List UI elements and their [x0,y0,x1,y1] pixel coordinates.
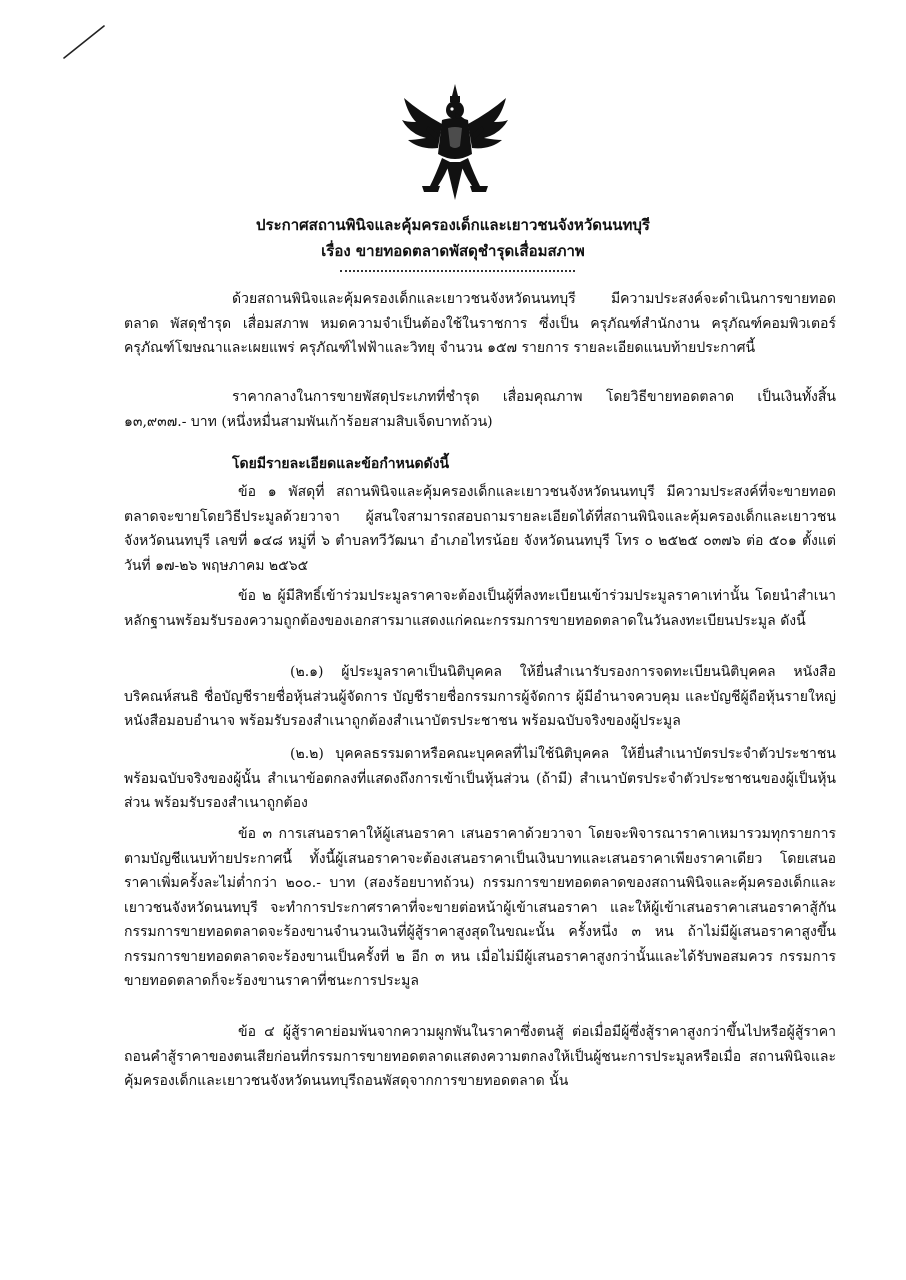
clause-4: ข้อ ๔ ผู้สู้ราคาย่อมพ้นจากความผูกพันในราคาซึ่งตนสู้ ต่อเมื่อมีผู้ซึ่งสู้ราคาสูงกว่าขึ้นไปหรือผู้สู้ราคาถอนคำสู้ราคาของตนเสียก่อนที่กรรมการขายทอดตลาดแสดงความตกลงให้เป็นผู้ชนะการประมูลหรือเมื่อ สถานพินิจและคุ้มครองเด็กและเยาวชนจังหวัดนนทบุรีถอนพัสดุจากการขายทอดตลาด นั้น [124,1024,836,1089]
clause-3: ข้อ ๓ การเสนอราคาให้ผู้เสนอราคา เสนอราคาด้วยวาจา โดยจะพิจารณาราคาเหมารวมทุกรายการตามบัญชีแนบท้ายประกาศนี้ ทั้งนี้ผู้เสนอราคาจะต้องเสนอราคาเป็นเงินบาทและเสนอราคาเพียงราคาเดียว โดยเสนอราคาเพิ่มครั้งละไม่ต่ำกว่า ๒๐๐.- บาท (สองร้อยบาทถ้วน) กรรมการขายทอดตลาดของสถานพินิจและคุ้มครองเด็กและเยาวชนจังหวัดนนทบุรี จะทำการประกาศราคาที่จะขายต่อหน้าผู้เข้าเสนอราคา และให้ผู้เข้าเสนอราคาเสนอราคาสู้กัน กรรมการขายทอดตลาดจะร้องขานจำนวนเงินที่ผู้สู้ราคาสูงสุดในขณะนั้น ครั้งหนึ่ง ๓ หน ถ้าไม่มีผู้เสนอราคาสูงขึ้นกรรมการขายทอดตลาดจะร้องขานเป็นครั้งที่ ๒ อีก ๓ หน เมื่อไม่มีผู้เสนอราคาสูงกว่านั้นและได้รับพอสมควร กรรมการขายทอดตลาดก็จะร้องขานราคาที่ชนะการประมูล [124,826,836,989]
intro-paragraph: ด้วยสถานพินิจและคุ้มครองเด็กและเยาวชนจังหวัดนนทบุรี มีความประสงค์จะดำเนินการขายทอดตลาด พัสดุชำรุด เสื่อมสภาพ หมดความจำเป็นต้องใช้ในราชการ ซึ่งเป็น ครุภัณฑ์สำนักงาน ครุภัณฑ์คอมพิวเตอร์ ครุภัณฑ์โฆษณาและเผยแพร่ ครุภัณฑ์ไฟฟ้าและวิทยุ จำนวน ๑๕๗ รายการ รายละเอียดแนบท้ายประกาศนี้ [124,291,836,356]
clause-2-2: (๒.๒) บุคคลธรรมดาหรือคณะบุคคลที่ไม่ใช้นิติบุคคล ให้ยื่นสำเนาบัตรประจำตัวประชาชนพร้อมฉบับจริงของผู้นั้น สำเนาข้อตกลงที่แสดงถึงการเข้าเป็นหุ้นส่วน (ถ้ามี) สำเนาบัตรประจำตัวประชาชนของผู้เป็นหุ้นส่วน พร้อมรับรองสำเนาถูกต้อง [124,746,836,811]
announcement-subject: เรื่อง ขายทอดตลาดพัสดุชำรุดเสื่อมสภาพ [321,242,585,260]
clause-1: ข้อ ๑ พัสดุที่ สถานพินิจและคุ้มครองเด็กและเยาวชนจังหวัดนนทบุรี มีความประสงค์ที่จะขายทอดตลาดจะขายโดยวิธีประมูลด้วยวาจา ผู้สนใจสามารถสอบถามรายละเอียดได้ที่สถานพินิจและคุ้มครองเด็กและเยาวชนจังหวัดนนทบุรี เลขที่ ๑๔๘ หมู่ที่ ๖ ตำบลทวีวัฒนา อำเภอไทรน้อย จังหวัดนนทบุรี โทร ๐ ๒๕๒๕ ๐๓๗๖ ต่อ ๕๐๑ ตั้งแต่วันที่ ๑๗-๒๖ พฤษภาคม ๒๕๖๕ [124,484,836,574]
announcement-title: ประกาศสถานพินิจและคุ้มครองเด็กและเยาวชนจังหวัดนนทบุรี [256,216,650,234]
pen-stroke-mark [60,22,110,62]
middle-price-paragraph: ราคากลางในการขายพัสดุประเภทที่ชำรุด เสื่อมคุณภาพ โดยวิธีขายทอดตลาด เป็นเงินทั้งสิ้น ๑๓,๙๓๗.- บาท (หนึ่งหมื่นสามพันเก้าร้อยสามสิบเจ็ดบาทถ้วน) [124,389,836,430]
details-heading: โดยมีรายละเอียดและข้อกำหนดดังนี้ [232,456,450,472]
garuda-emblem [400,82,510,204]
clause-2: ข้อ ๒ ผู้มีสิทธิ์เข้าร่วมประมูลราคาจะต้องเป็นผู้ที่ลงทะเบียนเข้าร่วมประมูลราคาเท่านั้น โดยนำสำเนาหลักฐานพร้อมรับรองความถูกต้องของเอกสารมาแสดงแก่คณะกรรมการขายทอดตลาดในวันลงทะเบียนประมูล ดังนี้ [124,588,836,629]
title-divider [340,270,575,272]
clause-2-1: (๒.๑) ผู้ประมูลราคาเป็นนิติบุคคล ให้ยื่นสำเนารับรองการจดทะเบียนนิติบุคคล หนังสือบริคณห์สนธิ ชื่อบัญชีรายชื่อหุ้นส่วนผู้จัดการ บัญชีรายชื่อกรรมการผู้จัดการ ผู้มีอำนาจควบคุม และบัญชีผู้ถือหุ้นรายใหญ่ หนังสือมอบอำนาจ พร้อมรับรองสำเนาถูกต้องสำเนาบัตรประชาชน พร้อมฉบับจริงของผู้ประมูล [124,664,836,729]
